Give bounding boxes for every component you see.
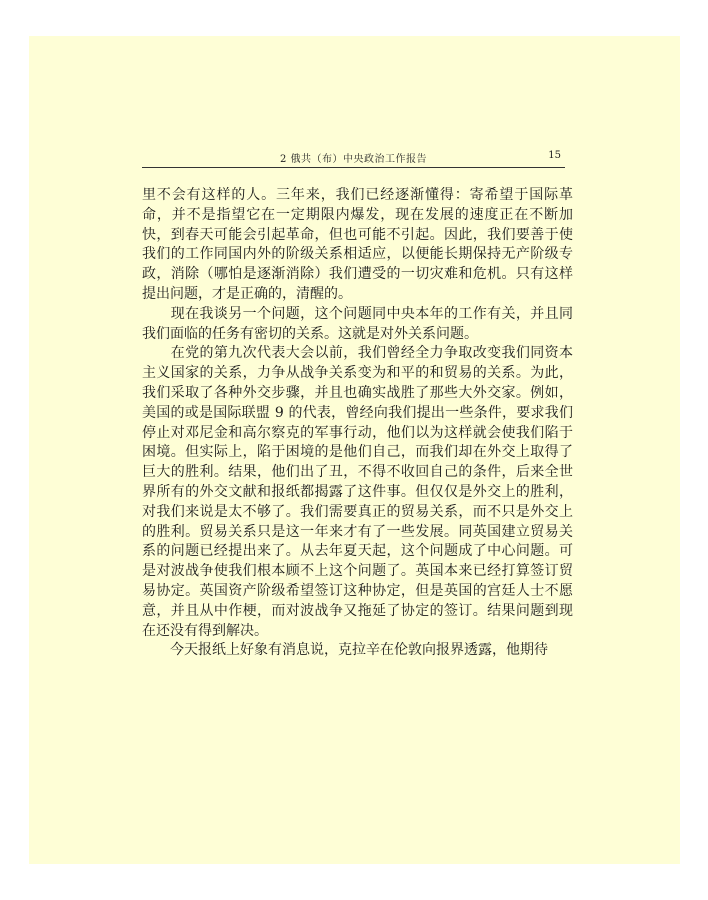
text-line: 家。例如，美国的或是国际联盟 9 的代表，曾经向我们提出一些 — [142, 384, 574, 421]
text-line: 现在我谈另一个问题，这个问题同中央本年的工作有关，并且 — [142, 305, 559, 322]
paragraph — [142, 186, 573, 305]
text-line: 我们却在外交上取得了巨大的胜利。结果，他们出了丑，不得不 — [142, 444, 574, 481]
text-line: 中作梗，而对波战争又拖延了协定的签订。结果问题到现在还没 — [142, 602, 574, 639]
running-header-title: 2 俄共（布）中央政治工作报告 — [279, 154, 428, 165]
page-number: 15 — [548, 150, 561, 161]
text-line: 年来才有了一些发展。同英国建立贸易关系的问题已经提出来了。 — [142, 523, 574, 560]
text-line: 级专政，消除（哪怕是逐渐消除）我们遭受的一切灾难和危机。只有 — [142, 246, 574, 283]
paragraph — [142, 305, 573, 345]
text-line: 今天报纸上好象有消息说，克拉辛在伦敦向报界透露，他期待 — [142, 642, 548, 659]
text-line: 本顾不上这个问题了。英国本来已经打算签订贸易协定。英国资 — [142, 563, 574, 599]
text-line: 收回自己的条件，后来全世界所有的外交文献和报纸都揭露了这 — [142, 464, 573, 500]
text-line: 件事。但仅仅是外交上的胜利，对我们来说是太不够了。我们需 — [142, 483, 574, 520]
text-line: 命，并不是指望它在一定期限内爆发，现在发展的速度正在不断加 — [142, 206, 573, 223]
text-line: 资本主义国家的关系，力争从战争关系变为和平的和贸易的关系。 — [142, 345, 574, 382]
text-line: 在党的第九次代表大会以前，我们曾经全力争取改变我们同 — [142, 345, 545, 362]
text-line: 这样提出问题，才是正确的，清醒的。 — [142, 266, 574, 302]
text-line: 有得到解决。 — [184, 622, 268, 639]
text-line: 里不会有这样的人。三年来，我们已经逐渐懂得：寄希望于国际革 — [142, 187, 573, 203]
paragraph — [142, 344, 573, 641]
text-line: 从去年夏天起，这个问题成了中心问题。可是对波战争使我们根 — [142, 543, 573, 580]
text-line: 我们的工作同国内外的阶级关系相适应，以便能长期保持无产阶 — [142, 246, 545, 263]
text-line: 产阶级希望签订这种协定，但是英国的宫廷人士不愿意，并且从 — [142, 582, 573, 619]
text-line: 条件，要求我们停止对邓尼金和高尔察克的军事行动，他们以为 — [142, 404, 573, 441]
text-line: 同我们面临的任务有密切的关系。这就是对外关系问题。 — [142, 305, 573, 342]
text-line: 这样就会使我们陷于困境。但实际上，陷于困境的是他们自己，而 — [142, 424, 574, 461]
text-line: 快，到春天可能会引起革命，但也可能不引起。因此，我们要善于使 — [142, 226, 573, 243]
body-text — [142, 186, 573, 661]
paragraph — [142, 641, 573, 661]
text-line: 为此，我们采取了各种外交步骤，并且也确实战胜了那些大外交 — [142, 365, 574, 401]
text-line: 要真正的贸易关系，而不只是外交上的胜利。贸易关系只是这一 — [142, 503, 574, 540]
running-header — [142, 147, 565, 168]
